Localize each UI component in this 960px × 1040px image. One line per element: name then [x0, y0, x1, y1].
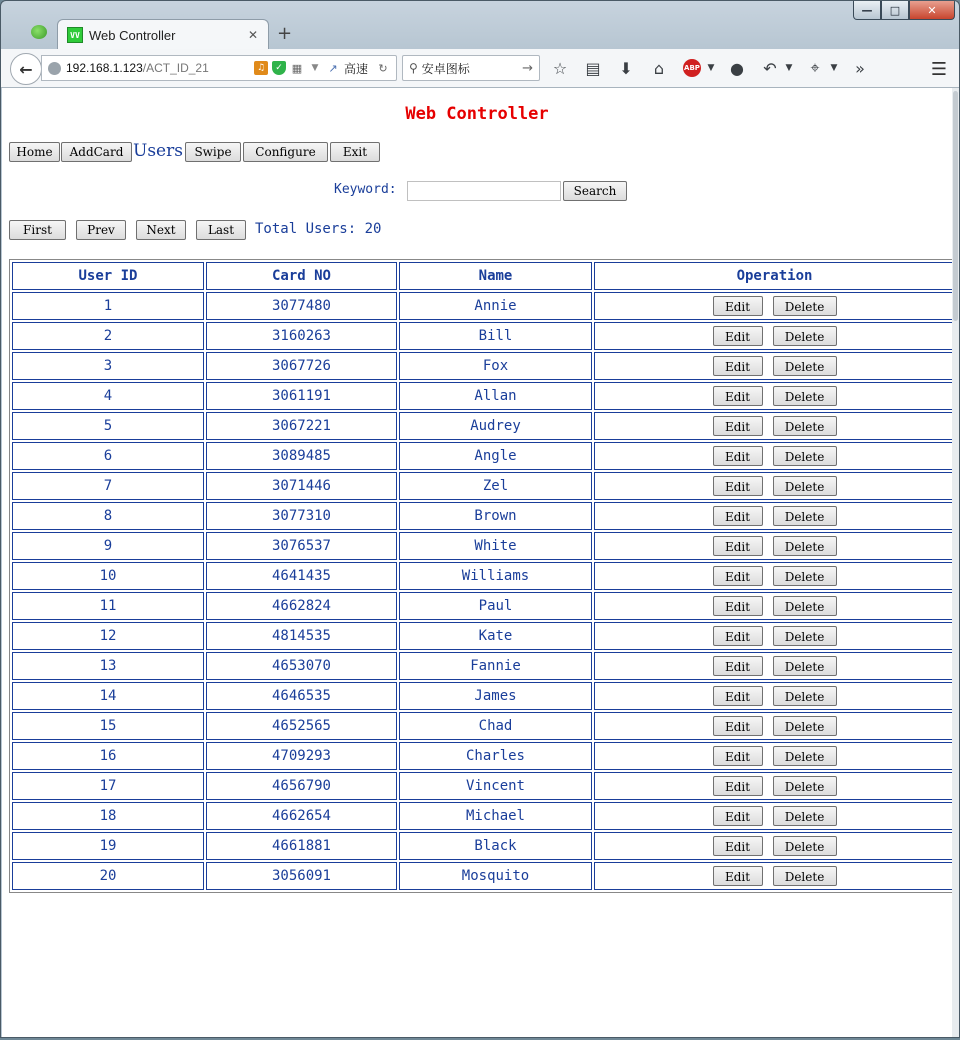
addcard-button[interactable]: AddCard [61, 142, 132, 162]
card-no-cell: 4662824 [206, 592, 397, 620]
operation-cell [594, 592, 952, 620]
qr-icon[interactable]: ▦ [291, 61, 303, 75]
delete-button[interactable]: Delete [773, 626, 837, 646]
table-row [12, 592, 952, 620]
operation-cell [594, 652, 952, 680]
table-row [12, 622, 952, 650]
card-no-cell: 3089485 [206, 442, 397, 470]
operation-cell [594, 802, 952, 830]
page-content [2, 88, 952, 1037]
table-body [12, 292, 952, 890]
tab-strip [1, 15, 959, 49]
name-cell: Williams [399, 562, 592, 590]
home-icon[interactable]: ⌂ [653, 58, 665, 78]
table-row [12, 802, 952, 830]
column-header-card-no: Card NO [206, 262, 397, 290]
keyword-input[interactable] [407, 181, 561, 201]
edit-button[interactable]: Edit [713, 776, 763, 796]
maximize-icon[interactable]: □ [881, 1, 909, 20]
table-row [12, 472, 952, 500]
delete-button[interactable]: Delete [773, 506, 837, 526]
delete-button[interactable]: Delete [773, 806, 837, 826]
card-no-cell: 4641435 [206, 562, 397, 590]
edit-button[interactable]: Edit [713, 326, 763, 346]
name-cell: Annie [399, 292, 592, 320]
table-row [12, 382, 952, 410]
operation-cell [594, 292, 952, 320]
edit-button[interactable]: Edit [713, 836, 763, 856]
operation-cell [594, 832, 952, 860]
edit-button[interactable]: Edit [713, 806, 763, 826]
user-id-cell: 4 [12, 382, 204, 410]
edit-button[interactable]: Edit [713, 386, 763, 406]
user-id-cell: 14 [12, 682, 204, 710]
edit-button[interactable]: Edit [713, 686, 763, 706]
last-page-button[interactable]: Last [196, 220, 246, 240]
navigation-toolbar [1, 49, 959, 88]
user-id-cell: 18 [12, 802, 204, 830]
edit-button[interactable]: Edit [713, 746, 763, 766]
operation-cell [594, 472, 952, 500]
delete-button[interactable]: Delete [773, 446, 837, 466]
user-id-cell: 20 [12, 862, 204, 890]
operation-cell [594, 862, 952, 890]
user-id-cell: 15 [12, 712, 204, 740]
name-cell: Mosquito [399, 862, 592, 890]
name-cell: James [399, 682, 592, 710]
delete-button[interactable]: Delete [773, 656, 837, 676]
browser-search-text[interactable]: 安卓图标 [421, 61, 470, 76]
name-cell: Kate [399, 622, 592, 650]
edit-button[interactable]: Edit [713, 716, 763, 736]
users-table [9, 259, 952, 893]
name-cell: Allan [399, 382, 592, 410]
name-cell: Vincent [399, 772, 592, 800]
undo-dropdown-icon[interactable]: ▼ [785, 63, 793, 73]
user-id-cell: 11 [12, 592, 204, 620]
tab-close-icon[interactable]: ✕ [247, 28, 258, 42]
new-tab-button[interactable]: + [277, 23, 293, 44]
edit-button[interactable]: Edit [713, 356, 763, 376]
edit-button[interactable]: Edit [713, 596, 763, 616]
search-go-icon[interactable]: → [522, 60, 533, 76]
delete-button[interactable]: Delete [773, 536, 837, 556]
table-row [12, 412, 952, 440]
delete-button[interactable]: Delete [773, 596, 837, 616]
card-no-cell: 3077310 [206, 502, 397, 530]
speed-label[interactable]: 高速 [343, 61, 368, 76]
current-page-label: Users [133, 141, 183, 161]
operation-cell [594, 532, 952, 560]
toolbar-icons [549, 57, 882, 79]
speed-icon[interactable]: ↗ [328, 61, 338, 75]
edit-button[interactable]: Edit [713, 476, 763, 496]
undo-icon[interactable]: ↶ [763, 58, 777, 78]
delete-button[interactable]: Delete [773, 566, 837, 586]
back-icon[interactable]: ← [10, 53, 42, 85]
search-button[interactable]: Search [563, 181, 627, 201]
card-no-cell: 4656790 [206, 772, 397, 800]
card-no-cell: 3077480 [206, 292, 397, 320]
user-id-cell: 16 [12, 742, 204, 770]
table-row [12, 652, 952, 680]
name-cell: Fox [399, 352, 592, 380]
card-no-cell: 4662654 [206, 802, 397, 830]
name-cell: Paul [399, 592, 592, 620]
delete-button[interactable]: Delete [773, 326, 837, 346]
reader-icon[interactable]: ▤ [585, 58, 601, 78]
card-no-cell: 4814535 [206, 622, 397, 650]
user-id-cell: 10 [12, 562, 204, 590]
user-id-cell: 5 [12, 412, 204, 440]
chat-icon[interactable]: ● [730, 58, 744, 78]
keyword-label: Keyword: [334, 182, 397, 197]
table-row [12, 292, 952, 320]
total-users-label: Total Users: 20 [255, 221, 382, 237]
name-cell: Angle [399, 442, 592, 470]
name-cell: Zel [399, 472, 592, 500]
edit-button[interactable]: Edit [713, 866, 763, 886]
shield-icon[interactable]: ✓ [272, 61, 286, 75]
delete-button[interactable]: Delete [773, 476, 837, 496]
card-no-cell: 4646535 [206, 682, 397, 710]
user-id-cell: 3 [12, 352, 204, 380]
menu-icon[interactable]: ☰ [930, 59, 947, 80]
edit-button[interactable]: Edit [713, 416, 763, 436]
url-host: 192.168.1.123 [66, 61, 143, 75]
name-cell: White [399, 532, 592, 560]
user-id-cell: 9 [12, 532, 204, 560]
delete-button[interactable]: Delete [773, 416, 837, 436]
user-id-cell: 8 [12, 502, 204, 530]
minimize-icon[interactable]: — [853, 1, 881, 20]
operation-cell [594, 382, 952, 410]
operation-cell [594, 742, 952, 770]
table-row [12, 352, 952, 380]
operation-cell [594, 322, 952, 350]
table-row [12, 502, 952, 530]
dropdown-icon[interactable]: ▼ [311, 63, 319, 73]
user-id-cell: 19 [12, 832, 204, 860]
tab-title: Web Controller [89, 27, 176, 43]
name-cell: Audrey [399, 412, 592, 440]
table-row [12, 442, 952, 470]
operation-cell [594, 682, 952, 710]
card-no-cell: 4652565 [206, 712, 397, 740]
table-row [12, 682, 952, 710]
table-row [12, 772, 952, 800]
favicon-icon: VV [67, 27, 83, 43]
name-cell: Bill [399, 322, 592, 350]
edit-button[interactable]: Edit [713, 626, 763, 646]
operation-cell [594, 412, 952, 440]
name-cell: Brown [399, 502, 592, 530]
address-bar[interactable] [41, 55, 397, 81]
column-header-operation: Operation [594, 262, 952, 290]
delete-button[interactable]: Delete [773, 746, 837, 766]
card-no-cell: 3056091 [206, 862, 397, 890]
user-id-cell: 7 [12, 472, 204, 500]
name-cell: Black [399, 832, 592, 860]
column-header-name: Name [399, 262, 592, 290]
download-icon[interactable]: ⬇ [619, 58, 633, 78]
next-page-button[interactable]: Next [136, 220, 186, 240]
user-id-cell: 17 [12, 772, 204, 800]
crop-dropdown-icon[interactable]: ▼ [830, 63, 838, 73]
card-no-cell: 3061191 [206, 382, 397, 410]
operation-cell [594, 442, 952, 470]
delete-button[interactable]: Delete [773, 356, 837, 376]
user-id-cell: 2 [12, 322, 204, 350]
browser-search-box[interactable] [402, 55, 540, 81]
user-id-cell: 1 [12, 292, 204, 320]
card-no-cell: 3067221 [206, 412, 397, 440]
scrollbar-thumb[interactable] [953, 91, 958, 321]
rss-icon[interactable]: ♫ [254, 61, 268, 75]
edit-button[interactable]: Edit [713, 296, 763, 316]
column-header-user-id: User ID [12, 262, 204, 290]
name-cell: Charles [399, 742, 592, 770]
user-id-cell: 12 [12, 622, 204, 650]
table-row [12, 322, 952, 350]
delete-button[interactable]: Delete [773, 716, 837, 736]
home-button[interactable]: Home [9, 142, 60, 162]
name-cell: Michael [399, 802, 592, 830]
operation-cell [594, 352, 952, 380]
card-no-cell: 3067726 [206, 352, 397, 380]
operation-cell [594, 562, 952, 590]
edit-button[interactable]: Edit [713, 566, 763, 586]
table-row [12, 862, 952, 890]
name-cell: Fannie [399, 652, 592, 680]
operation-cell [594, 772, 952, 800]
card-no-cell: 4709293 [206, 742, 397, 770]
search-icon: ⚲ [409, 61, 418, 75]
table-row [12, 562, 952, 590]
adblock-dropdown-icon[interactable]: ▼ [707, 63, 715, 73]
delete-button[interactable]: Delete [773, 686, 837, 706]
table-row [12, 532, 952, 560]
swipe-button[interactable]: Swipe [185, 142, 241, 162]
table-row [12, 712, 952, 740]
url-path: /ACT_ID_21 [142, 61, 209, 75]
configure-button[interactable]: Configure [243, 142, 328, 162]
user-id-cell: 13 [12, 652, 204, 680]
browser-logo-icon [31, 25, 47, 39]
crop-icon[interactable]: ⌖ [810, 58, 820, 77]
card-no-cell: 3076537 [206, 532, 397, 560]
edit-button[interactable]: Edit [713, 446, 763, 466]
card-no-cell: 4661881 [206, 832, 397, 860]
card-no-cell: 3160263 [206, 322, 397, 350]
delete-button[interactable]: Delete [773, 386, 837, 406]
star-icon[interactable]: ☆ [552, 58, 568, 78]
prev-page-button[interactable]: Prev [76, 220, 126, 240]
close-window-icon[interactable]: ✕ [909, 1, 955, 20]
delete-button[interactable]: Delete [773, 296, 837, 316]
delete-button[interactable]: Delete [773, 866, 837, 886]
table-row [12, 832, 952, 860]
adblock-icon[interactable]: ABP [681, 57, 703, 79]
name-cell: Chad [399, 712, 592, 740]
delete-button[interactable]: Delete [773, 836, 837, 856]
user-id-cell: 6 [12, 442, 204, 470]
tab-web-controller[interactable] [57, 19, 269, 50]
first-page-button[interactable]: First [9, 220, 66, 240]
exit-button[interactable]: Exit [330, 142, 380, 162]
edit-button[interactable]: Edit [713, 656, 763, 676]
globe-icon [48, 62, 61, 75]
operation-cell [594, 622, 952, 650]
overflow-icon[interactable]: » [855, 58, 865, 78]
operation-cell [594, 502, 952, 530]
operation-cell [594, 712, 952, 740]
edit-button[interactable]: Edit [713, 536, 763, 556]
card-no-cell: 3071446 [206, 472, 397, 500]
delete-button[interactable]: Delete [773, 776, 837, 796]
page-title: Web Controller [405, 104, 549, 124]
reload-icon[interactable]: ↻ [378, 61, 388, 75]
card-no-cell: 4653070 [206, 652, 397, 680]
table-header-row [12, 262, 952, 290]
edit-button[interactable]: Edit [713, 506, 763, 526]
table-row [12, 742, 952, 770]
